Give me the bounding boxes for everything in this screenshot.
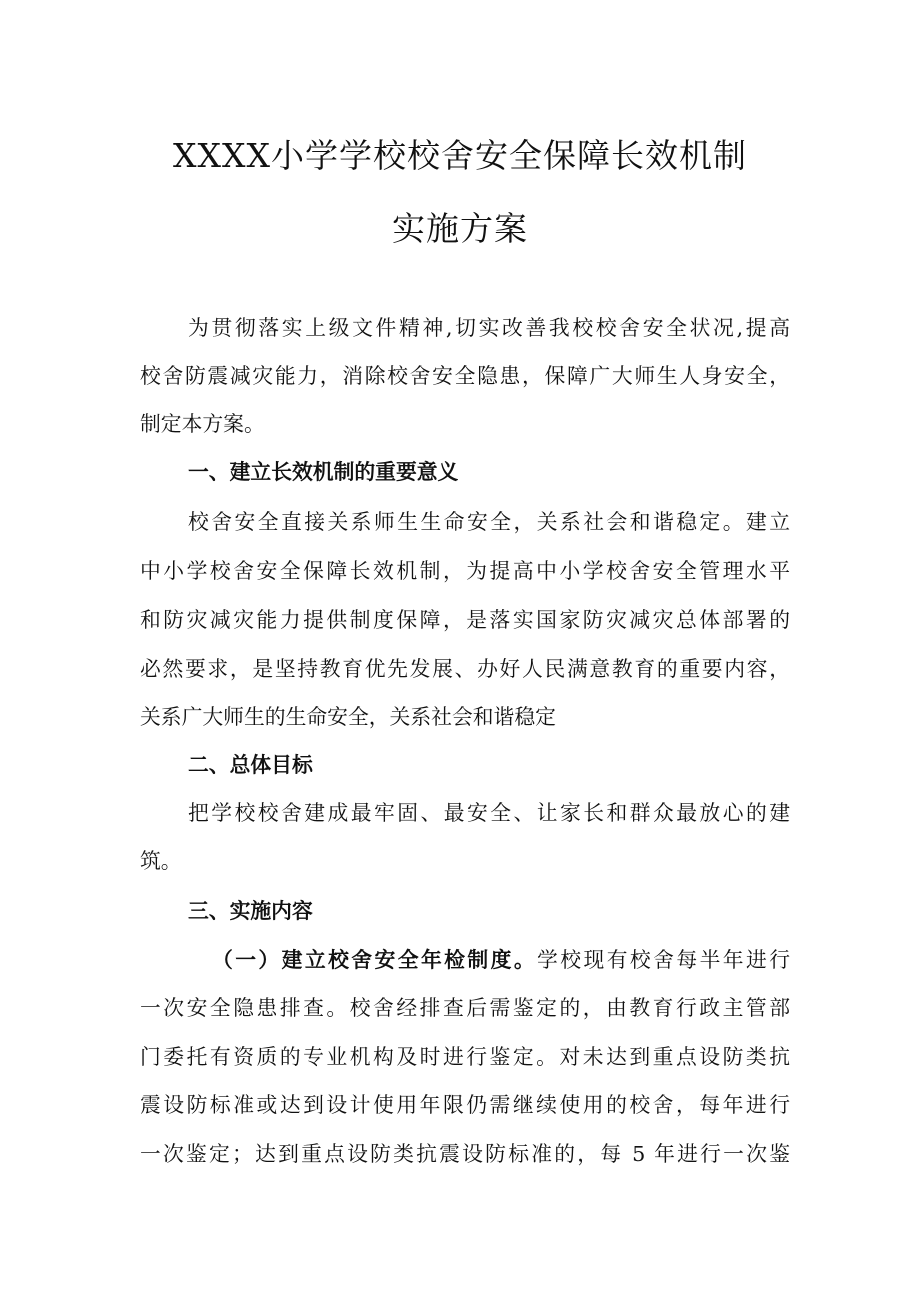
section1-line-3: 和防灾减灾能力提供制度保障，是落实国家防灾减灾总体部署的 xyxy=(140,608,790,632)
intro-line-3: 制定本方案。 xyxy=(140,412,265,436)
section3-item1-line-3: 门委托有资质的专业机构及时进行鉴定。对未达到重点设防类抗 xyxy=(140,1045,790,1069)
section3-item1-lead: （一）建立校舍安全年检制度。 xyxy=(212,947,538,972)
section1-line-1: 校舍安全直接关系师生生命安全，关系社会和谐稳定。建立 xyxy=(188,510,790,534)
section3-item1-line-2: 一次安全隐患排查。校舍经排查后需鉴定的，由教育行政主管部 xyxy=(140,996,790,1020)
intro-line-1: 为贯彻落实上级文件精神,切实改善我校校舍安全状况,提高 xyxy=(188,316,790,340)
section2-line-2: 筑。 xyxy=(140,849,182,873)
section1-line-4: 必然要求，是坚持教育优先发展、办好人民满意教育的重要内容， xyxy=(140,657,790,681)
document-title-line1: XXXX小学学校校舍安全保障长效机制 xyxy=(173,136,747,175)
section1-line-2: 中小学校舍安全保障长效机制，为提高中小学校舍安全管理水平 xyxy=(140,559,790,583)
section3-item1-line-5: 一次鉴定；达到重点设防类抗震设防标准的，每 5 年进行一次鉴 xyxy=(140,1142,790,1166)
section3-item1-first-rest: 学校现有校舍每半年进行 xyxy=(537,948,791,972)
section1-line-5: 关系广大师生的生命安全，关系社会和谐稳定 xyxy=(140,705,556,729)
section3-heading: 三、实施内容 xyxy=(188,898,313,923)
document-title-line2: 实施方案 xyxy=(392,209,528,248)
intro-line-2: 校舍防震减灾能力，消除校舍安全隐患，保障广大师生人身安全， xyxy=(140,364,790,388)
section2-heading: 二、总体目标 xyxy=(188,752,313,777)
section2-line-1: 把学校校舍建成最牢固、最安全、让家长和群众最放心的建 xyxy=(188,801,790,825)
section3-item1-line-1 xyxy=(212,944,790,976)
section3-item1-line-4: 震设防标准或达到设计使用年限仍需继续使用的校舍，每年进行 xyxy=(140,1093,790,1117)
section1-heading: 一、建立长效机制的重要意义 xyxy=(188,459,459,484)
